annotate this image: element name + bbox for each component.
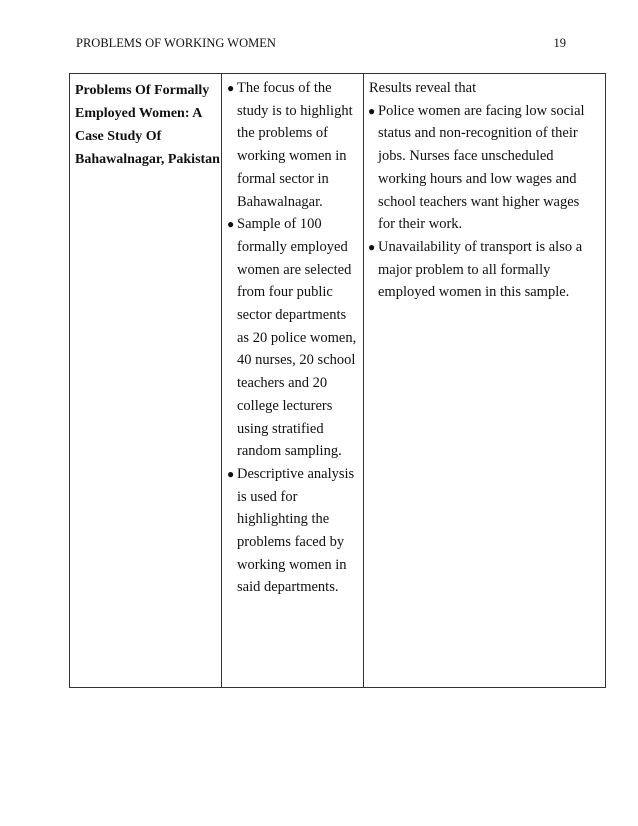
methodology-item xyxy=(222,77,363,213)
literature-table xyxy=(69,73,606,688)
table-row xyxy=(70,74,606,688)
results-text: Unavailability of transport is also a major problem to all formally employed women in this sample. xyxy=(378,238,583,301)
results-list xyxy=(364,100,605,304)
bullet-icon: ● xyxy=(368,239,376,254)
bullet-icon: ● xyxy=(227,466,235,481)
methodology-text: Sample of 100 formally employed women are selected from four public sector departments as 20 police women, 40 nurses, 20 school teachers and 20 college lecturers using stratified random sampling. xyxy=(237,216,357,460)
methodology-item xyxy=(222,213,363,463)
results-text: Police women are facing low social status and non-recognition of their jobs. Nurses face unscheduled working hours and low wages and school teachers want higher wages for their work. xyxy=(378,102,585,233)
study-title: Problems Of Formally Employed Women: A Case Study Of Bahawalnagar, Pakistan xyxy=(75,83,220,167)
bullet-icon: ● xyxy=(227,217,235,232)
bullet-icon: ● xyxy=(368,103,376,118)
results-item xyxy=(364,100,605,236)
running-title: PROBLEMS OF WORKING WOMEN xyxy=(76,36,276,50)
bullet-icon: ● xyxy=(227,81,235,95)
study-title-cell xyxy=(70,74,222,688)
results-item xyxy=(364,236,605,304)
methodology-item xyxy=(222,463,363,599)
page-number: 19 xyxy=(553,36,566,50)
methodology-text: Descriptive analysis is used for highlighting the problems faced by working women in said departments. xyxy=(237,465,355,596)
results-cell xyxy=(364,74,606,688)
page-header xyxy=(76,36,566,56)
methodology-text: The focus of the study is to highlight the problems of working women in formal sector in Bahawalnagar. xyxy=(237,80,353,210)
methodology-list xyxy=(222,77,363,599)
results-intro: Results reveal that xyxy=(369,80,477,96)
methodology-cell xyxy=(222,74,364,688)
